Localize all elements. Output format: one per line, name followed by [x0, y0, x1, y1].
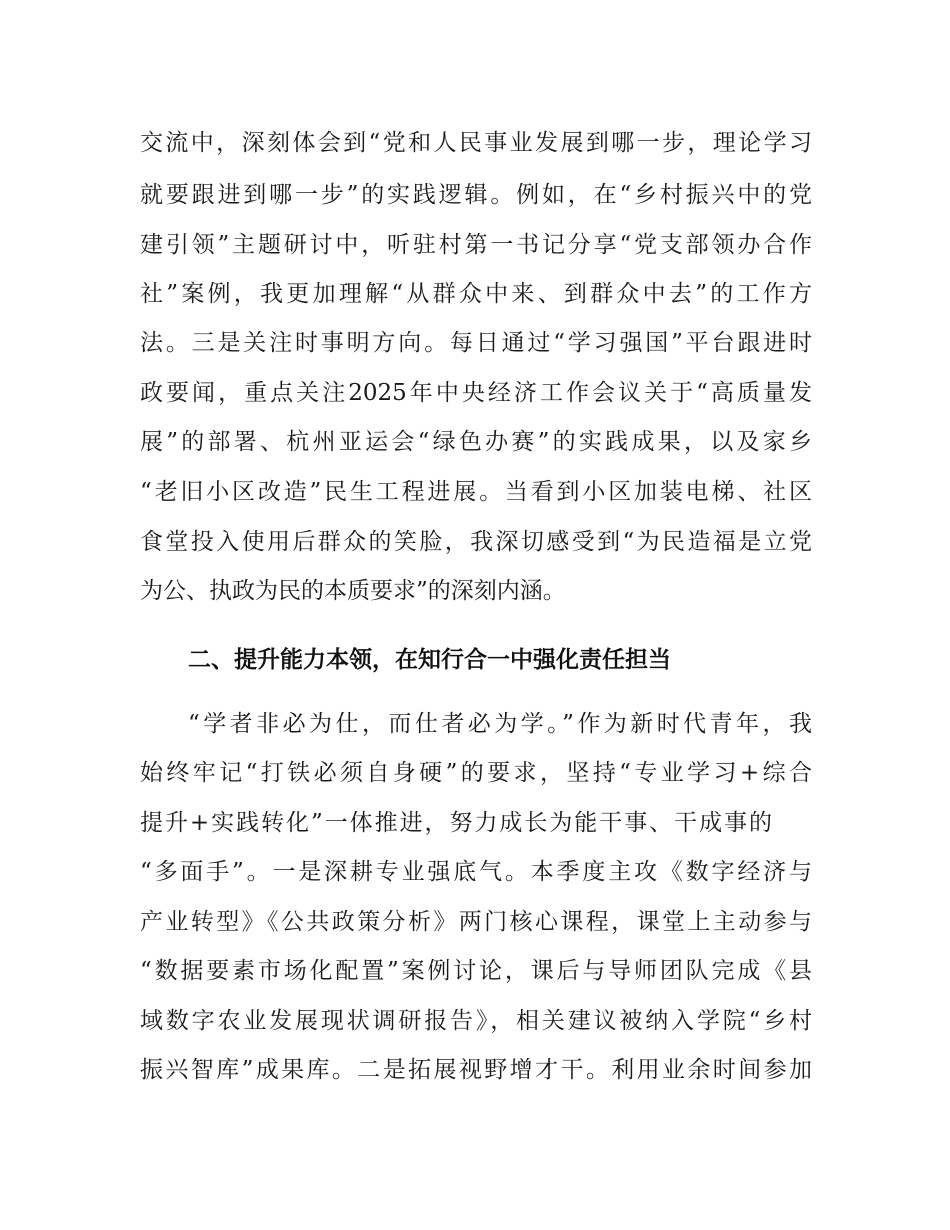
paragraph2-line-4: “多面手”。一是深耕专业强底气。本季度主攻《数字经济与 — [140, 859, 812, 885]
paragraph1-line-5: 法。三是关注时事明方向。每日通过“学习强国”平台跟进时 — [140, 330, 812, 356]
paragraph2-line-8: 振兴智库”成果库。二是拓展视野增才干。利用业余时间参加 — [140, 1057, 812, 1083]
paragraph1-line-8: “老旧小区改造”民生工程进展。当看到小区加装电梯、社区 — [140, 479, 812, 505]
paragraph1-line-2: 就要跟进到哪一步”的实践逻辑。例如，在“乡村振兴中的党 — [140, 182, 812, 208]
paragraph2-line-5: 产业转型》《公共政策分析》两门核心课程，课堂上主动参与 — [140, 909, 812, 935]
paragraph2-line-7: 域数字农业发展现状调研报告》，相关建议被纳入学院“乡村 — [140, 1008, 812, 1034]
paragraph2-line-1: “学者非必为仕，而仕者必为学。”作为新时代青年，我 — [188, 711, 812, 737]
section-heading: 二、提升能力本领，在知行合一中强化责任担当 — [188, 647, 671, 673]
paragraph1-line-1: 交流中，深刻体会到“党和人民事业发展到哪一步，理论学习 — [140, 130, 812, 156]
paragraph1-line-9: 食堂投入使用后群众的笑脸，我深切感受到“为民造福是立党 — [140, 529, 812, 555]
paragraph2-line-3: 提升+实践转化”一体推进，努力成长为能干事、干成事的 — [140, 810, 772, 836]
paragraph2-line-2: 始终牢记“打铁必须自身硬”的要求，坚持“专业学习+综合 — [140, 760, 812, 786]
paragraph1-line-6: 政要闻，重点关注2025年中央经济工作会议关于“高质量发 — [140, 380, 812, 406]
paragraph1-line-3: 建引领”主题研讨中，听驻村第一书记分享“党支部领办合作 — [140, 232, 812, 258]
paragraph1-line-10: 为公、执政为民的本质要求”的深刻内涵。 — [140, 578, 566, 604]
paragraph1-line-7: 展”的部署、杭州亚运会“绿色办赛”的实践成果，以及家乡 — [140, 429, 812, 455]
paragraph1-line-4: 社”案例，我更加理解“从群众中来、到群众中去”的工作方 — [140, 281, 812, 307]
paragraph2-line-6: “数据要素市场化配置”案例讨论，课后与导师团队完成《县 — [140, 958, 812, 984]
